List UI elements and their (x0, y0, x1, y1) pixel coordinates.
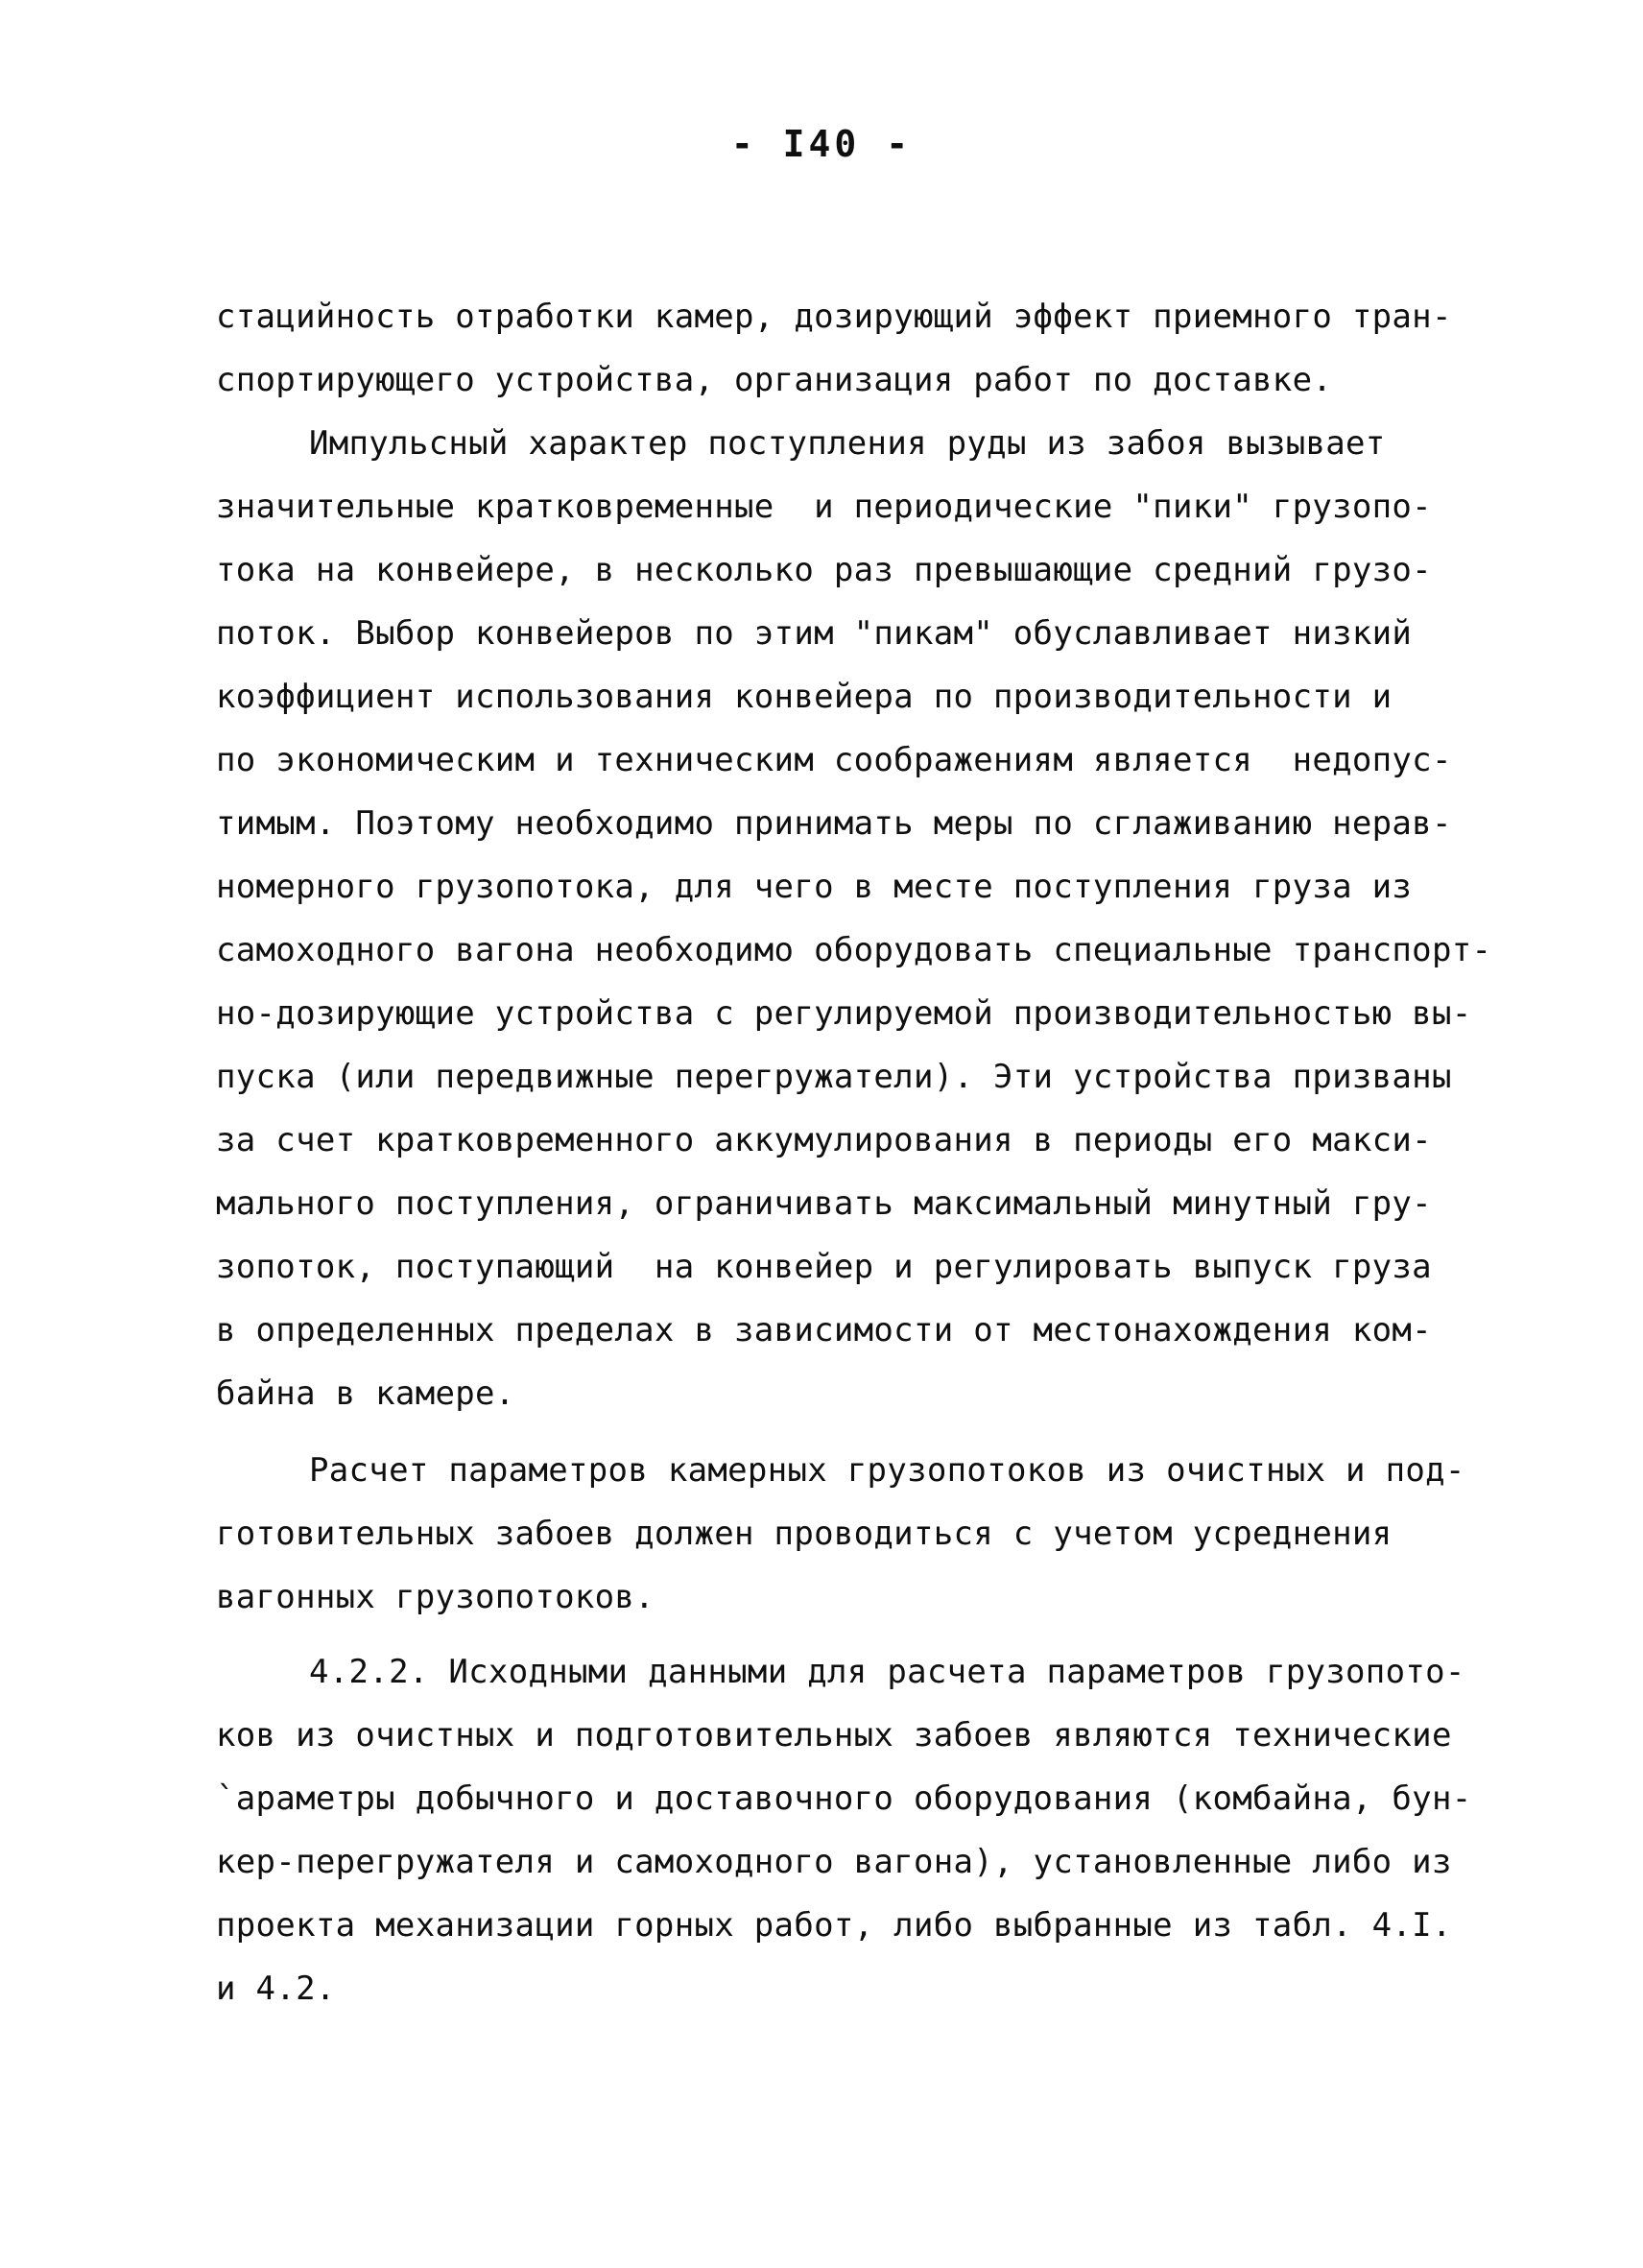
text-line: коэффициент использования конвейера по производительности и (216, 678, 1393, 716)
text-line: готовительных забоев должен проводиться с учетом усреднения (216, 1515, 1393, 1553)
text-line: по экономическим и техническим соображениям является недопус- (216, 741, 1452, 779)
text-line: пуска (или передвижные перегружатели). Эти устройства призваны (216, 1058, 1452, 1096)
text-line: стацийность отработки камер, дозирующий эффект приемного тран- (216, 298, 1452, 336)
text-line: в определенных пределах в зависимости от местонахождения ком- (216, 1311, 1432, 1349)
text-line: байна в камере. (216, 1374, 515, 1413)
text-line: тимым. Поэтому необходимо принимать меры по сглаживанию нерав- (216, 804, 1452, 843)
text-line: тока на конвейере, в несколько раз превышающие средний грузо- (216, 551, 1432, 589)
text-line: Импульсный характер поступления руды из забоя вызывает (309, 424, 1386, 463)
text-line: мального поступления, ограничивать максимальный минутный гру- (216, 1184, 1432, 1223)
text-line: проекта механизации горных работ, либо выбранные из табл. 4.I. (216, 1906, 1452, 1945)
text-line: номерного грузопотока, для чего в месте поступления груза из (216, 868, 1413, 906)
text-line: но-дозирующие устройства с регулируемой производительностью вы- (216, 994, 1472, 1033)
text-line: за счет кратковременного аккумулирования в периоды его макси- (216, 1121, 1432, 1159)
text-line: значительные кратковременные и периодические "пики" грузопо- (216, 488, 1432, 526)
text-line: Расчет параметров камерных грузопотоков из очистных и под- (309, 1451, 1465, 1490)
page-number: - I40 - (730, 123, 913, 165)
text-line: ков из очистных и подготовительных забоев являются технические (216, 1716, 1452, 1755)
text-line: 4.2.2. Исходными данными для расчета параметров грузопото- (309, 1653, 1465, 1691)
text-line: и 4.2. (216, 1970, 336, 2008)
text-line: зопоток, поступающий на конвейер и регулировать выпуск груза (216, 1248, 1432, 1286)
text-line: вагонных грузопотоков. (216, 1578, 655, 1616)
text-line: спортирующего устройства, организация работ по доставке. (216, 361, 1333, 399)
text-line: `араметры добычного и доставочного оборудования (комбайна, бун- (216, 1779, 1472, 1818)
text-line: поток. Выбор конвейеров по этим "пикам" обуславливает низкий (216, 614, 1413, 653)
text-line: кер-перегружателя и самоходного вагона), установленные либо из (216, 1843, 1452, 1881)
text-line: самоходного вагона необходимо оборудовать специальные транспорт- (216, 931, 1492, 969)
